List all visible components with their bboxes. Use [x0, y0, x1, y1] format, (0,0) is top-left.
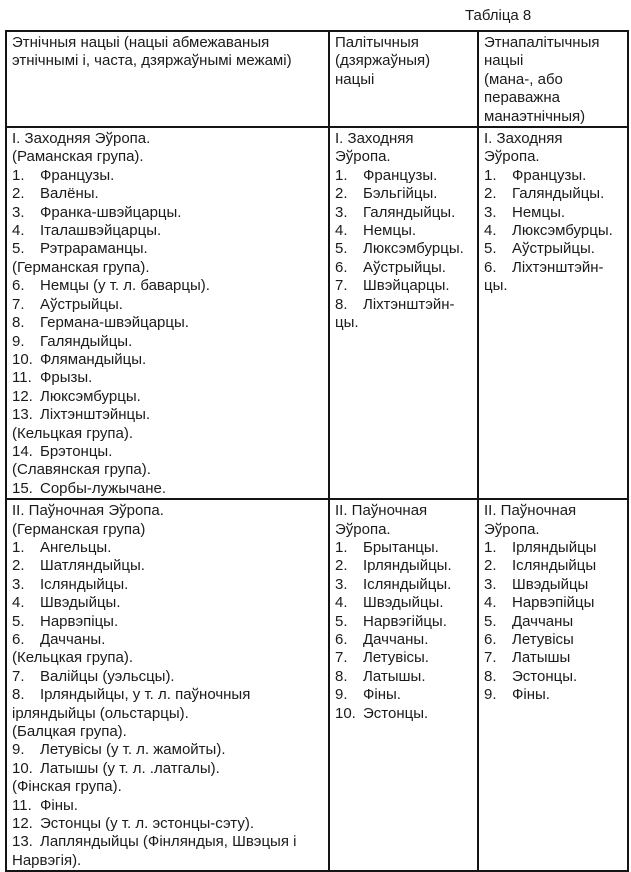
list-text: Фіны.: [363, 686, 401, 704]
list-text: Нарвэгія).: [12, 851, 82, 869]
text-line: [484, 259, 624, 277]
table-caption: Табліца 8: [465, 7, 532, 24]
text-line: [484, 686, 624, 704]
list-text: Аўстрыйцы.: [512, 240, 595, 258]
list-number: 5.: [484, 612, 497, 630]
list-number: 13.: [12, 833, 33, 851]
list-number: 1.: [335, 166, 348, 184]
list-number: 4.: [484, 594, 497, 612]
text-line: [335, 277, 474, 295]
text-line: [12, 539, 325, 557]
text-line: [12, 425, 325, 443]
list-number: 2.: [12, 185, 25, 203]
list-text: II. Паўночная: [335, 502, 428, 520]
text-line: [335, 204, 474, 222]
list-number: 1.: [484, 166, 497, 184]
col-header-ethnopolitical-nations: [478, 31, 628, 127]
text-line: [484, 185, 624, 203]
list-text: ірляндыйцы (ольстарцы).: [12, 704, 189, 722]
col-header-political-nations: [329, 31, 478, 127]
text-line: пераважна: [484, 89, 560, 107]
list-number: 8.: [484, 667, 497, 685]
text-line: [12, 705, 325, 723]
text-line: [484, 557, 624, 575]
text-line: [12, 521, 325, 539]
text-line: [335, 185, 474, 203]
list-number: 1.: [12, 166, 25, 184]
list-text: цы.: [484, 277, 508, 295]
list-number: 4.: [484, 222, 497, 240]
list-text: Галяндыйцы.: [363, 203, 456, 221]
list-number: 5.: [484, 240, 497, 258]
list-number: 6.: [12, 277, 25, 295]
list-text: Фіны.: [512, 686, 550, 704]
list-text: (Славянская група).: [12, 461, 151, 479]
cell-northern-europe-ethnopolitical: [478, 499, 628, 871]
list-number: 2.: [484, 185, 497, 203]
list-number: 8.: [12, 314, 25, 332]
list-text: Нарвэпіцы.: [40, 612, 119, 630]
text-line: [12, 594, 325, 612]
text-line: [335, 557, 474, 575]
list-text: Ірляндыйцы: [512, 538, 597, 556]
list-number: 6.: [484, 258, 497, 276]
list-text: Эўропа.: [484, 520, 540, 538]
list-number: 9.: [12, 332, 25, 350]
list-text: Ісляндыйцы: [512, 557, 597, 575]
list-text: II. Паўночная: [484, 502, 577, 520]
text-line: [335, 222, 474, 240]
text-line: [12, 631, 325, 649]
text-line: [12, 852, 325, 870]
list-number: 6.: [12, 631, 25, 648]
text-line: [12, 240, 325, 258]
text-line: [484, 649, 624, 667]
text-line: [12, 388, 325, 406]
list-number: 7.: [12, 667, 25, 685]
text-line: [335, 668, 474, 686]
list-text: Даччаны.: [40, 631, 106, 648]
list-number: 2.: [12, 557, 25, 575]
list-number: 3.: [484, 575, 497, 593]
list-text: Аўстрыйцы.: [40, 295, 123, 313]
text-line: [335, 167, 474, 185]
list-number: 2.: [335, 557, 348, 575]
text-line: [335, 631, 474, 649]
text-line: (мана-, або: [484, 70, 563, 88]
list-text: (Фінская група).: [12, 778, 122, 796]
list-text: Люксэмбурцы.: [40, 387, 141, 405]
list-text: Ангельцы.: [40, 538, 112, 556]
list-number: 9.: [335, 686, 348, 704]
text-line: [12, 815, 325, 833]
cell-northern-europe-political: [329, 499, 478, 871]
list-text: Немцы.: [512, 203, 566, 221]
list-number: 7.: [12, 295, 25, 313]
text-line: [484, 631, 624, 649]
list-number: 3.: [12, 575, 25, 593]
text-line: [12, 277, 325, 295]
text-line: [12, 649, 325, 667]
list-text: Нарвэгійцы.: [363, 612, 447, 630]
text-line: [12, 576, 325, 594]
list-text: Германа-швэйцарцы.: [40, 314, 189, 332]
table-header-row: [6, 31, 628, 127]
text-line: [12, 502, 325, 520]
list-number: 3.: [335, 575, 348, 593]
text-line: [484, 521, 624, 539]
list-text: Люксэмбурцы.: [512, 222, 613, 240]
list-number: 2.: [484, 557, 497, 575]
list-number: 14.: [12, 442, 33, 460]
list-text: Летувісы.: [363, 649, 429, 667]
list-text: I. Заходняя: [335, 130, 414, 148]
text-line: [12, 760, 325, 778]
list-text: Ісляндыйцы.: [363, 575, 452, 593]
list-number: 6.: [484, 631, 497, 648]
list-text: Эўропа.: [335, 148, 391, 166]
text-line: [12, 613, 325, 631]
text-line: [12, 130, 325, 148]
text-line: [12, 668, 325, 686]
list-text: (Германская група).: [12, 258, 150, 276]
list-text: Лапляндыйцы (Фінляндыя, Швэцыя і: [40, 833, 297, 851]
text-line: [335, 521, 474, 539]
list-number: 9.: [12, 741, 25, 759]
list-text: Галяндыйцы.: [40, 332, 133, 350]
list-number: 13.: [12, 406, 33, 424]
list-text: Ліхтэнштэйн-: [363, 295, 455, 313]
text-line: [335, 649, 474, 667]
text-line: [484, 668, 624, 686]
list-text: Эстонцы.: [363, 704, 429, 722]
text-line: (дзяржаўныя): [335, 52, 431, 70]
text-line: [12, 351, 325, 369]
list-text: Фіны.: [40, 796, 78, 814]
text-line: этнічнымі і, часта, дзяржаўнымі межамі): [12, 52, 292, 70]
text-line: [12, 480, 325, 498]
text-line: [335, 296, 474, 314]
text-line: [484, 539, 624, 557]
list-number: 15.: [12, 479, 33, 497]
list-text: Эстонцы (у т. л. эстонцы-сэту).: [40, 815, 254, 833]
list-number: 6.: [335, 631, 348, 648]
text-line: [12, 185, 325, 203]
text-line: [335, 130, 474, 148]
text-line: [12, 369, 325, 387]
list-number: 4.: [12, 222, 25, 240]
list-text: Фрызы.: [40, 369, 93, 387]
text-line: [12, 333, 325, 351]
list-text: (Раманская група).: [12, 148, 144, 166]
list-number: 3.: [335, 203, 348, 221]
list-text: (Кельцкая група).: [12, 424, 134, 442]
list-text: Латышы: [512, 649, 571, 667]
list-text: I. Заходняя Эўропа.: [12, 130, 151, 148]
list-number: 10.: [335, 704, 356, 722]
list-text: Швэдыйцы: [512, 575, 589, 593]
list-text: Ірляндыйцы.: [363, 557, 452, 575]
list-text: Немцы.: [363, 222, 417, 240]
list-text: Ісляндыйцы.: [40, 575, 129, 593]
text-line: [12, 557, 325, 575]
list-number: 8.: [335, 667, 348, 685]
list-text: Італашвэйцарцы.: [40, 222, 162, 240]
list-number: 10.: [12, 759, 33, 777]
list-number: 4.: [335, 222, 348, 240]
text-line: [335, 686, 474, 704]
text-line: [12, 797, 325, 815]
list-text: Латышы (у т. л. .латгалы).: [40, 759, 220, 777]
list-number: 1.: [12, 538, 25, 556]
list-text: I. Заходняя: [484, 130, 563, 148]
list-number: 5.: [335, 240, 348, 258]
list-number: 11.: [12, 796, 32, 814]
list-text: Латышы.: [363, 667, 426, 685]
text-line: Этнічныя нацыі (нацыі абмежаваныя: [12, 34, 270, 51]
text-line: [335, 594, 474, 612]
text-line: [12, 461, 325, 479]
list-text: Летувісы (у т. л. жамойты).: [40, 741, 226, 759]
text-line: [12, 443, 325, 461]
text-line: [12, 778, 325, 796]
cell-western-europe-ethnopolitical: [478, 127, 628, 499]
text-line: [12, 686, 325, 704]
list-number: 5.: [12, 240, 25, 258]
text-line: [12, 148, 325, 166]
text-line: [335, 259, 474, 277]
text-line: [335, 148, 474, 166]
list-text: Немцы (у т. л. баварцы).: [40, 277, 210, 295]
text-line: [335, 502, 474, 520]
text-line: [484, 576, 624, 594]
list-number: 5.: [335, 612, 348, 630]
list-number: 8.: [335, 295, 348, 313]
list-text: Валёны.: [40, 185, 99, 203]
list-text: Летувісы: [512, 631, 574, 648]
list-text: Нарвэпійцы: [512, 594, 595, 612]
text-line: [12, 259, 325, 277]
list-number: 6.: [335, 258, 348, 276]
text-line: [484, 222, 624, 240]
list-number: 7.: [484, 649, 497, 667]
list-text: Швэдыйцы.: [40, 594, 121, 612]
list-number: 8.: [12, 686, 25, 704]
text-line: [484, 613, 624, 631]
list-number: 12.: [12, 815, 33, 833]
text-line: [12, 833, 325, 851]
list-number: 4.: [12, 594, 25, 612]
list-text: Бэльгійцы.: [363, 185, 438, 203]
text-line: [12, 741, 325, 759]
nations-table: [5, 30, 629, 872]
list-number: 10.: [12, 350, 33, 368]
text-line: манаэтнічныя): [484, 107, 586, 125]
list-text: Рэтрараманцы.: [40, 240, 148, 258]
list-text: Ірляндыйцы, у т. л. паўночныя: [40, 686, 251, 704]
list-text: Эўропа.: [484, 148, 540, 166]
table-row-western-europe: [6, 127, 628, 499]
list-number: 3.: [484, 203, 497, 221]
list-text: Брэтонцы.: [40, 442, 113, 460]
list-text: II. Паўночная Эўропа.: [12, 502, 164, 520]
text-line: нацыі: [335, 70, 375, 88]
list-number: 11.: [12, 369, 32, 387]
text-line: [484, 148, 624, 166]
cell-western-europe-political: [329, 127, 478, 499]
text-line: [12, 296, 325, 314]
text-line: [335, 314, 474, 332]
text-line: [12, 204, 325, 222]
list-text: Даччаны: [512, 612, 574, 630]
list-number: 9.: [484, 686, 497, 704]
list-text: Люксэмбурцы.: [363, 240, 464, 258]
list-text: Франка-швэйцарцы.: [40, 203, 182, 221]
text-line: Этнапалітычныя: [484, 34, 600, 51]
text-line: [335, 613, 474, 631]
list-text: (Кельцкая група).: [12, 649, 134, 667]
list-text: Ліхтэнштэйн-: [512, 258, 604, 276]
list-number: 7.: [335, 277, 348, 295]
list-text: (Германская група): [12, 520, 146, 538]
list-text: Французы.: [40, 166, 115, 184]
text-line: Палітычныя: [335, 34, 419, 51]
cell-northern-europe-ethnic: [6, 499, 329, 871]
list-text: Эстонцы.: [512, 667, 578, 685]
text-line: [484, 502, 624, 520]
list-text: Французы.: [363, 166, 438, 184]
list-text: Швэйцарцы.: [363, 277, 450, 295]
text-line: [335, 240, 474, 258]
text-line: [12, 222, 325, 240]
table-row-northern-europe: [6, 499, 628, 871]
list-number: 4.: [335, 594, 348, 612]
text-line: [484, 594, 624, 612]
list-number: 7.: [335, 649, 348, 667]
list-text: Швэдыйцы.: [363, 594, 444, 612]
list-number: 12.: [12, 387, 33, 405]
text-line: нацыі: [484, 52, 524, 70]
text-line: [12, 167, 325, 185]
list-number: 2.: [335, 185, 348, 203]
list-text: цы.: [335, 314, 359, 332]
list-text: Шатляндыйцы.: [40, 557, 145, 575]
list-text: (Балцкая група).: [12, 723, 127, 741]
list-text: Французы.: [512, 166, 587, 184]
list-number: 1.: [335, 538, 348, 556]
text-line: [12, 406, 325, 424]
list-number: 1.: [484, 538, 497, 556]
text-line: [484, 167, 624, 185]
text-line: [12, 314, 325, 332]
list-text: Сорбы-лужычане.: [40, 479, 167, 497]
list-text: Эўропа.: [335, 520, 391, 538]
list-text: Галяндыйцы.: [512, 185, 605, 203]
list-text: Аўстрыйцы.: [363, 258, 446, 276]
col-header-ethnic-nations: [6, 31, 329, 127]
text-line: [484, 204, 624, 222]
list-text: Ліхтэнштэйнцы.: [40, 406, 151, 424]
text-line: [335, 705, 474, 723]
text-line: [335, 539, 474, 557]
list-number: 3.: [12, 203, 25, 221]
list-text: Брытанцы.: [363, 538, 439, 556]
text-line: [12, 723, 325, 741]
text-line: [484, 240, 624, 258]
text-line: [484, 130, 624, 148]
list-number: 5.: [12, 612, 25, 630]
list-text: Флямандыйцы.: [40, 350, 147, 368]
text-line: [484, 277, 624, 295]
text-line: [335, 576, 474, 594]
cell-western-europe-ethnic: [6, 127, 329, 499]
list-text: Валійцы (уэльсцы).: [40, 667, 175, 685]
list-text: Даччаны.: [363, 631, 429, 648]
